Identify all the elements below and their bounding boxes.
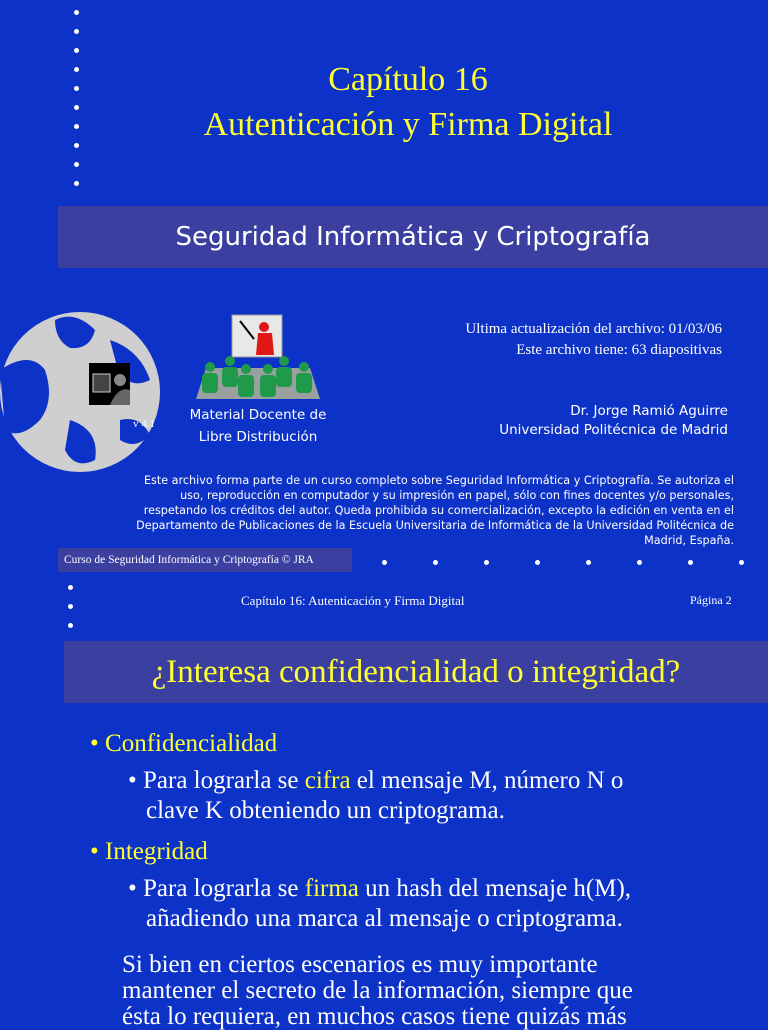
keyword-firma: firma bbox=[304, 875, 359, 902]
material-line1: Material Docente de bbox=[189, 407, 327, 423]
author-name: Dr. Jorge Ramió Aguirre bbox=[570, 403, 728, 419]
bullet-confidencialidad: • Confidencialidad bbox=[90, 730, 278, 757]
sub-bullet-firma-pre: Para lograrla se bbox=[143, 875, 305, 902]
course-title-band: Seguridad Informática y Criptografía bbox=[58, 206, 768, 268]
material-caption bbox=[178, 404, 338, 448]
classroom-icon bbox=[196, 313, 320, 401]
version-label: v 4.1 bbox=[133, 418, 155, 430]
sub-bullet-cifra-pre: Para lograrla se bbox=[143, 767, 305, 794]
material-line2: Libre Distribución bbox=[198, 429, 318, 445]
chapter-subtitle: Autenticación y Firma Digital bbox=[203, 106, 613, 143]
bullet-integridad: • Integridad bbox=[90, 838, 208, 865]
sub-bullet-firma: • Para lograrla se firma un hash del mensaje h(M), añadiendo una marca al mensaje o criptograma. bbox=[128, 875, 632, 932]
paragraph-line1: Si bien en ciertos escenarios es muy importante bbox=[122, 951, 598, 978]
sub-bullet-cifra-post1: el mensaje M, número N o bbox=[350, 767, 624, 794]
chapter-title: Capítulo 16 bbox=[328, 61, 488, 98]
sub-bullet-firma-post2: añadiendo una marca al mensaje o criptograma. bbox=[146, 905, 623, 932]
slide-count: Este archivo tiene: 63 diapositivas bbox=[516, 342, 722, 358]
keyword-cifra: cifra bbox=[304, 767, 351, 794]
bullet-confidencialidad-label: Confidencialidad bbox=[105, 730, 278, 757]
sub-bullet-cifra-post2: clave K obteniendo un criptograma. bbox=[146, 797, 505, 824]
paragraph-line2: mantener el secreto de la información, siempre que bbox=[122, 977, 633, 1004]
globe-icon bbox=[0, 310, 165, 475]
question-band: ¿Interesa confidencialidad o integridad? bbox=[64, 641, 768, 703]
license-notice: Este archivo forma parte de un curso completo sobre Seguridad Informática y Criptografía. Se autoriza el uso, reproducción en computador y su impresión en papel, sólo con fines docentes y/o personales, respetando los créditos del autor. Queda prohibida su comercialización, excepto la edición en venta en el Departamento de Publicaciones de la Escuela Universitaria de Informática de la Universidad Politécnica de Madrid, España. bbox=[136, 474, 734, 547]
bullet-integridad-label: Integridad bbox=[105, 838, 208, 865]
author-info bbox=[380, 402, 728, 440]
author-university: Universidad Politécnica de Madrid bbox=[499, 422, 728, 438]
sub-bullet-cifra: • Para lograrla se cifra el mensaje M, número N o clave K obteniendo un criptograma. bbox=[128, 767, 624, 824]
last-updated: Ultima actualización del archivo: 01/03/06 bbox=[465, 321, 722, 337]
course-footer: Curso de Seguridad Informática y Criptografía © JRA bbox=[58, 548, 352, 572]
closing-paragraph bbox=[122, 952, 762, 1030]
paragraph-line3: ésta lo requiera, en muchos casos tiene quizás más bbox=[122, 1003, 627, 1030]
page-number: Página 2 bbox=[690, 593, 732, 607]
slide-header: Capítulo 16: Autenticación y Firma Digital bbox=[241, 593, 465, 608]
file-info bbox=[380, 319, 722, 361]
sub-bullet-firma-post1: un hash del mensaje h(M), bbox=[358, 875, 632, 902]
